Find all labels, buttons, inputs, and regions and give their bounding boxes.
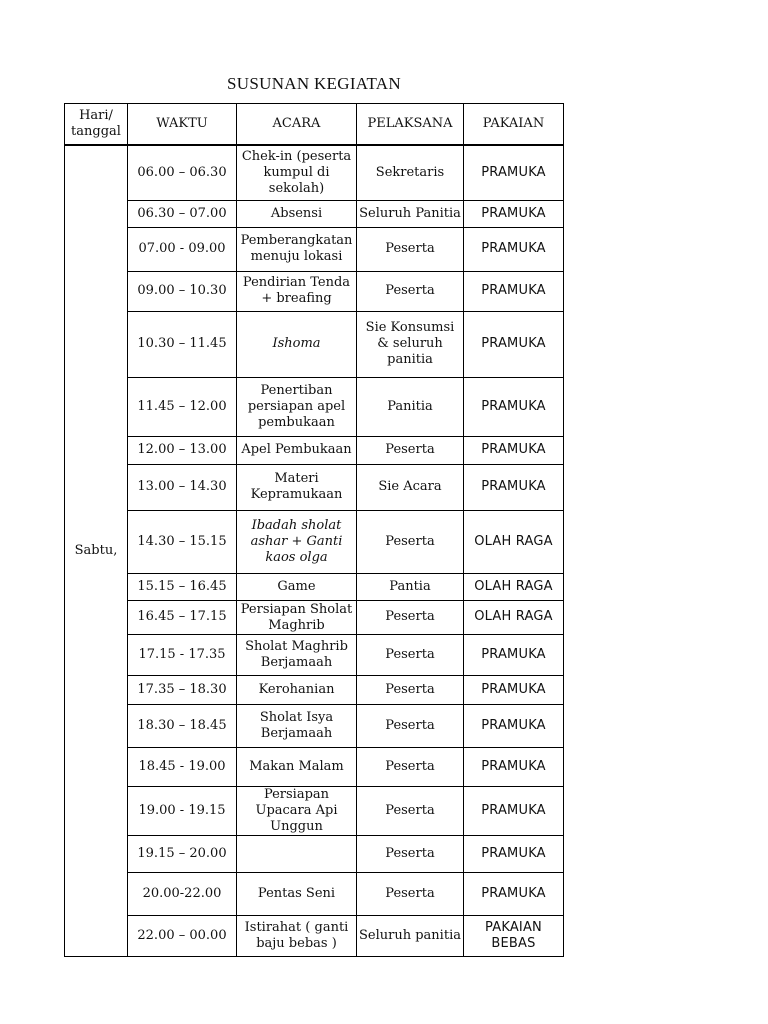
waktu-cell: 07.00 - 09.00 bbox=[128, 227, 237, 271]
waktu-cell: 22.00 – 00.00 bbox=[128, 915, 237, 956]
table-row bbox=[65, 915, 564, 956]
table-row bbox=[65, 464, 564, 510]
waktu-cell: 18.30 – 18.45 bbox=[128, 704, 237, 747]
acara-cell: Penertiban persiapan apel pembukaan bbox=[237, 377, 357, 436]
pelaksana-cell: Sie Acara bbox=[357, 464, 464, 510]
acara-cell: Persiapan Upacara Api Unggun bbox=[237, 786, 357, 835]
acara-cell bbox=[237, 835, 357, 872]
header-hari-tanggal: Hari/ tanggal bbox=[65, 104, 128, 146]
pelaksana-cell: Peserta bbox=[357, 872, 464, 915]
pelaksana-cell: Peserta bbox=[357, 704, 464, 747]
pakaian-cell: PRAMUKA bbox=[464, 377, 564, 436]
pelaksana-cell: Peserta bbox=[357, 436, 464, 464]
waktu-cell: 19.00 - 19.15 bbox=[128, 786, 237, 835]
table-row bbox=[65, 872, 564, 915]
acara-cell: Sholat Maghrib Berjamaah bbox=[237, 634, 357, 675]
pakaian-cell: PRAMUKA bbox=[464, 227, 564, 271]
pakaian-cell: PRAMUKA bbox=[464, 200, 564, 227]
waktu-cell: 17.35 – 18.30 bbox=[128, 675, 237, 704]
pelaksana-cell: Peserta bbox=[357, 227, 464, 271]
pelaksana-cell: Sekretaris bbox=[357, 145, 464, 200]
pelaksana-cell: Peserta bbox=[357, 634, 464, 675]
table-row bbox=[65, 634, 564, 675]
pelaksana-cell: Peserta bbox=[357, 675, 464, 704]
waktu-cell: 12.00 – 13.00 bbox=[128, 436, 237, 464]
waktu-cell: 15.15 – 16.45 bbox=[128, 573, 237, 600]
acara-cell: Chek-in (peserta kumpul di sekolah) bbox=[237, 145, 357, 200]
table-header-row bbox=[65, 104, 564, 146]
pakaian-cell: PRAMUKA bbox=[464, 464, 564, 510]
acara-cell: Pentas Seni bbox=[237, 872, 357, 915]
table-row bbox=[65, 675, 564, 704]
acara-cell: Pendirian Tenda + breafing bbox=[237, 271, 357, 311]
pakaian-cell: PRAMUKA bbox=[464, 145, 564, 200]
table-row bbox=[65, 835, 564, 872]
acara-cell: Istirahat ( ganti baju bebas ) bbox=[237, 915, 357, 956]
pelaksana-cell: Peserta bbox=[357, 786, 464, 835]
pelaksana-cell: Peserta bbox=[357, 835, 464, 872]
header-acara: ACARA bbox=[237, 104, 357, 146]
table-row bbox=[65, 786, 564, 835]
acara-cell: Makan Malam bbox=[237, 747, 357, 786]
waktu-cell: 13.00 – 14.30 bbox=[128, 464, 237, 510]
table-row bbox=[65, 704, 564, 747]
table-row bbox=[65, 271, 564, 311]
waktu-cell: 06.30 – 07.00 bbox=[128, 200, 237, 227]
waktu-cell: 19.15 – 20.00 bbox=[128, 835, 237, 872]
pelaksana-cell: Seluruh panitia bbox=[357, 915, 464, 956]
pakaian-cell: PAKAIAN BEBAS bbox=[464, 915, 564, 956]
pakaian-cell: PRAMUKA bbox=[464, 872, 564, 915]
acara-cell: Kerohanian bbox=[237, 675, 357, 704]
acara-cell: Materi Kepramukaan bbox=[237, 464, 357, 510]
pakaian-cell: PRAMUKA bbox=[464, 271, 564, 311]
table-row bbox=[65, 747, 564, 786]
waktu-cell: 18.45 - 19.00 bbox=[128, 747, 237, 786]
pelaksana-cell: Panitia bbox=[357, 377, 464, 436]
pakaian-cell: OLAH RAGA bbox=[464, 510, 564, 573]
waktu-cell: 09.00 – 10.30 bbox=[128, 271, 237, 311]
schedule-table bbox=[64, 103, 564, 957]
acara-cell: Game bbox=[237, 573, 357, 600]
pakaian-cell: OLAH RAGA bbox=[464, 573, 564, 600]
pakaian-cell: PRAMUKA bbox=[464, 436, 564, 464]
pelaksana-cell: Peserta bbox=[357, 600, 464, 634]
pakaian-cell: OLAH RAGA bbox=[464, 600, 564, 634]
waktu-cell: 14.30 – 15.15 bbox=[128, 510, 237, 573]
waktu-cell: 06.00 – 06.30 bbox=[128, 145, 237, 200]
table-row bbox=[65, 311, 564, 377]
acara-cell: Ishoma bbox=[237, 311, 357, 377]
waktu-cell: 20.00-22.00 bbox=[128, 872, 237, 915]
pakaian-cell: PRAMUKA bbox=[464, 786, 564, 835]
acara-cell: Pemberangkatan menuju lokasi bbox=[237, 227, 357, 271]
acara-text: Persiapan Sholat Maghrib bbox=[240, 602, 353, 632]
header-pakaian: PAKAIAN bbox=[464, 104, 564, 146]
pakaian-cell: PRAMUKA bbox=[464, 634, 564, 675]
table-row bbox=[65, 377, 564, 436]
pelaksana-cell: Peserta bbox=[357, 747, 464, 786]
table-row bbox=[65, 436, 564, 464]
table-row bbox=[65, 573, 564, 600]
table-row bbox=[65, 600, 564, 634]
pakaian-cell: PRAMUKA bbox=[464, 835, 564, 872]
acara-cell: Absensi bbox=[237, 200, 357, 227]
header-pelaksana: PELAKSANA bbox=[357, 104, 464, 146]
acara-cell: Sholat Isya Berjamaah bbox=[237, 704, 357, 747]
pakaian-cell: PRAMUKA bbox=[464, 311, 564, 377]
pakaian-cell: PRAMUKA bbox=[464, 704, 564, 747]
acara-cell: Apel Pembukaan bbox=[237, 436, 357, 464]
day-cell: Sabtu, bbox=[65, 145, 128, 956]
table-row bbox=[65, 200, 564, 227]
document-title: SUSUNAN KEGIATAN bbox=[227, 74, 401, 93]
waktu-cell: 10.30 – 11.45 bbox=[128, 311, 237, 377]
pelaksana-cell: Peserta bbox=[357, 271, 464, 311]
pelaksana-cell: Peserta bbox=[357, 510, 464, 573]
table-row bbox=[65, 145, 564, 200]
waktu-cell: 17.15 - 17.35 bbox=[128, 634, 237, 675]
waktu-cell: 16.45 – 17.15 bbox=[128, 600, 237, 634]
acara-cell bbox=[237, 600, 357, 634]
pelaksana-cell: Seluruh Panitia bbox=[357, 200, 464, 227]
waktu-cell: 11.45 – 12.00 bbox=[128, 377, 237, 436]
table-row bbox=[65, 227, 564, 271]
pakaian-cell: PRAMUKA bbox=[464, 747, 564, 786]
acara-cell: Ibadah sholat ashar + Ganti kaos olga bbox=[237, 510, 357, 573]
pelaksana-cell: Sie Konsumsi & seluruh panitia bbox=[357, 311, 464, 377]
pelaksana-cell: Pantia bbox=[357, 573, 464, 600]
table-row bbox=[65, 510, 564, 573]
header-waktu: WAKTU bbox=[128, 104, 237, 146]
pakaian-cell: PRAMUKA bbox=[464, 675, 564, 704]
